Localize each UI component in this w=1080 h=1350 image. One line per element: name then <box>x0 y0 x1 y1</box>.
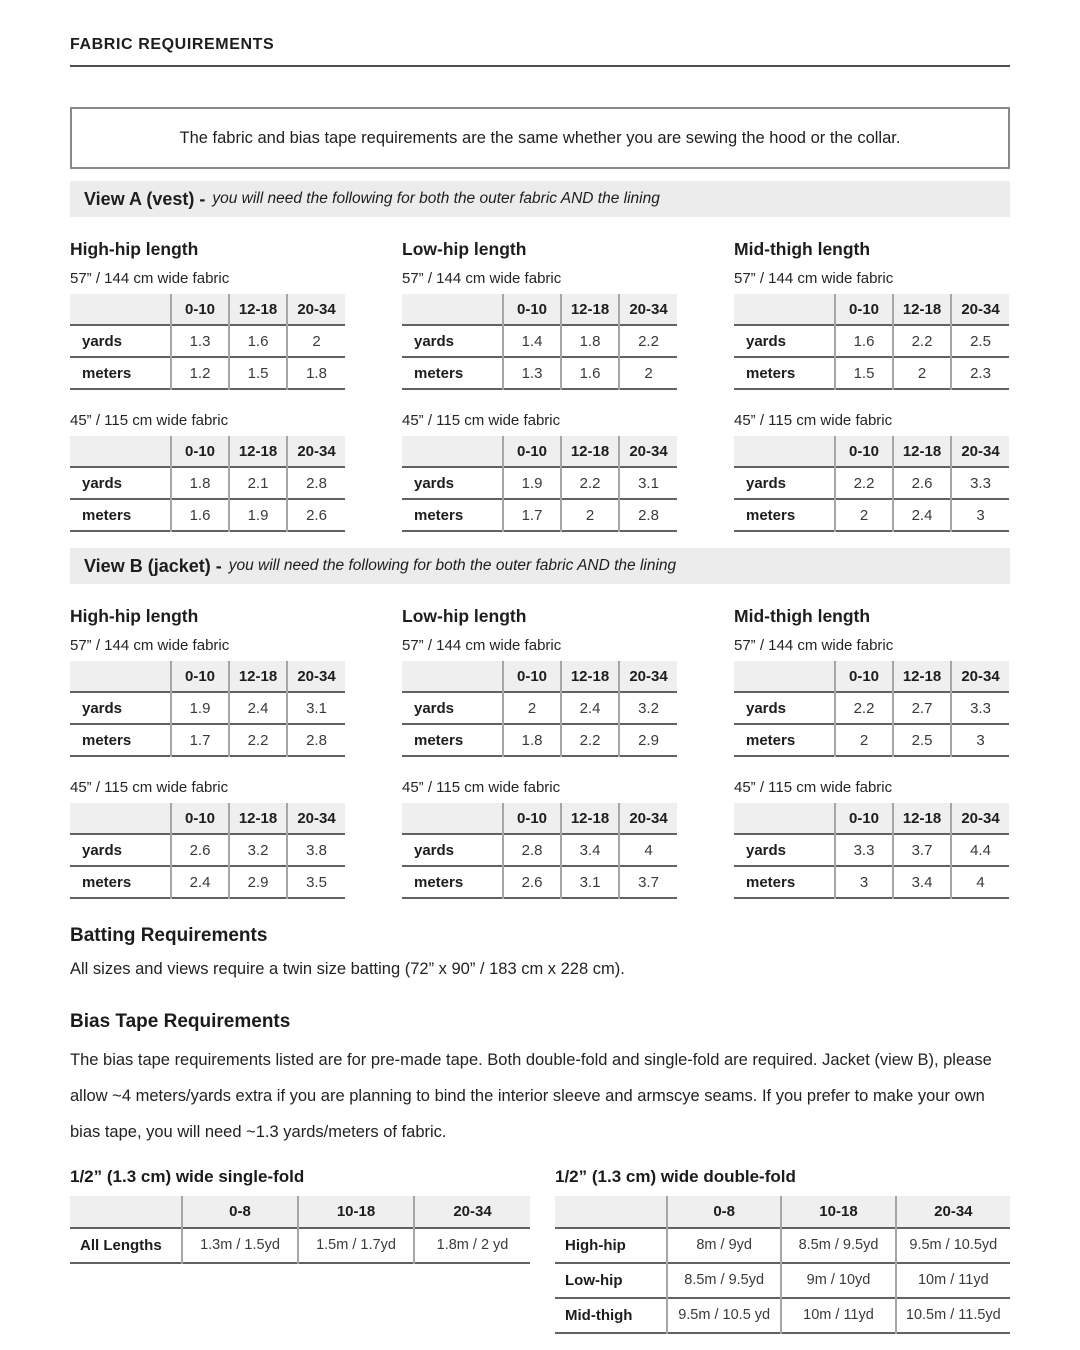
value-cell: 2.4 <box>229 692 287 724</box>
fabric-width-caption: 57” / 144 cm wide fabric <box>70 637 230 654</box>
size-col-header: 0-8 <box>667 1196 781 1228</box>
value-cell: 1.5 <box>835 357 893 389</box>
length-heading: Low-hip length <box>402 239 527 259</box>
row-label: yards <box>82 699 123 717</box>
meters-row <box>70 866 345 898</box>
fabric-table-57 <box>734 661 1009 757</box>
table-header-row <box>734 294 1009 325</box>
row-label: meters <box>746 364 796 382</box>
fabric-table-57 <box>70 294 345 390</box>
value-cell: 2.4 <box>893 499 951 531</box>
meters-row <box>734 866 1009 898</box>
row-label: yards <box>746 699 787 717</box>
yards-row <box>402 692 677 724</box>
value-cell: 1.4 <box>503 325 561 357</box>
size-col-header: 0-10 <box>503 661 561 692</box>
size-col-header: 12-18 <box>893 436 951 467</box>
fabric-width-caption: 57” / 144 cm wide fabric <box>734 637 894 654</box>
table-header-row <box>555 1196 1010 1228</box>
view-a-header-bar <box>70 181 1010 217</box>
value-cell: 1.7 <box>171 724 229 756</box>
table-row <box>555 1228 1010 1263</box>
view-b-mid-thigh-column <box>734 596 1009 899</box>
blank-header-cell <box>70 294 171 325</box>
value-cell: 1.3 <box>503 357 561 389</box>
batting-text: All sizes and views require a twin size batting (72” x 90” / 183 cm x 228 cm). <box>70 960 625 978</box>
yards-row <box>734 467 1009 499</box>
size-col-header: 12-18 <box>561 436 619 467</box>
row-label: meters <box>414 873 464 891</box>
value-cell: 2.2 <box>835 692 893 724</box>
meters-row <box>734 724 1009 756</box>
value-cell: 2 <box>619 357 677 389</box>
size-col-header: 12-18 <box>893 294 951 325</box>
size-col-header: 0-10 <box>503 436 561 467</box>
value-cell: 3.1 <box>619 467 677 499</box>
value-cell: 2 <box>561 499 619 531</box>
table-header-row <box>70 1196 530 1228</box>
size-col-header: 0-10 <box>171 436 229 467</box>
fabric-table-45 <box>734 436 1009 532</box>
value-cell: 4 <box>619 834 677 866</box>
size-col-header: 0-10 <box>503 294 561 325</box>
size-col-header: 0-10 <box>835 294 893 325</box>
blank-header-cell <box>734 294 835 325</box>
fabric-width-caption: 57” / 144 cm wide fabric <box>402 270 562 287</box>
row-label: meters <box>414 364 464 382</box>
row-label: meters <box>746 506 796 524</box>
single-fold-block <box>70 1167 530 1334</box>
size-col-header: 20-34 <box>287 436 345 467</box>
view-b-low-hip-column <box>402 596 677 899</box>
value-cell: 1.9 <box>229 499 287 531</box>
value-cell: 2.2 <box>229 724 287 756</box>
double-fold-block <box>555 1167 1010 1334</box>
size-col-header: 0-10 <box>171 294 229 325</box>
view-b-header-bar <box>70 548 1010 584</box>
value-cell: 10m / 11yd <box>781 1298 895 1333</box>
value-cell: 1.8 <box>171 467 229 499</box>
blank-header-cell <box>555 1196 667 1228</box>
value-cell: 8m / 9yd <box>667 1228 781 1263</box>
row-label: meters <box>82 873 132 891</box>
size-col-header: 20-34 <box>619 436 677 467</box>
single-fold-heading: 1/2” (1.3 cm) wide single-fold <box>70 1166 305 1186</box>
blank-header-cell <box>70 661 171 692</box>
value-cell: 2.9 <box>619 724 677 756</box>
double-fold-table <box>555 1196 1010 1334</box>
fabric-table-57 <box>734 294 1009 390</box>
size-col-header: 0-10 <box>835 661 893 692</box>
value-cell: 3.3 <box>835 834 893 866</box>
meters-row <box>70 724 345 756</box>
value-cell: 1.8m / 2 yd <box>414 1228 530 1263</box>
fabric-table-57 <box>402 294 677 390</box>
value-cell: 10m / 11yd <box>896 1263 1010 1298</box>
value-cell: 2 <box>503 692 561 724</box>
yards-row <box>70 692 345 724</box>
fabric-width-caption: 45” / 115 cm wide fabric <box>734 779 893 796</box>
size-col-header: 12-18 <box>893 661 951 692</box>
size-col-header: 20-34 <box>951 803 1009 834</box>
blank-header-cell <box>402 436 503 467</box>
fabric-width-caption: 45” / 115 cm wide fabric <box>402 412 561 429</box>
row-label: meters <box>82 506 132 524</box>
blank-header-cell <box>402 294 503 325</box>
length-heading: Low-hip length <box>402 606 527 626</box>
value-cell: 2 <box>835 724 893 756</box>
fabric-width-caption: 45” / 115 cm wide fabric <box>734 412 893 429</box>
yards-row <box>734 692 1009 724</box>
value-cell: 3.7 <box>893 834 951 866</box>
table-header-row <box>70 661 345 692</box>
fabric-table-45 <box>734 803 1009 899</box>
fabric-table-57 <box>70 661 345 757</box>
single-fold-table <box>70 1196 530 1264</box>
row-label: yards <box>746 841 787 859</box>
table-header-row <box>70 436 345 467</box>
fabric-width-caption: 45” / 115 cm wide fabric <box>70 412 229 429</box>
value-cell: 2.3 <box>951 357 1009 389</box>
size-col-header: 12-18 <box>229 803 287 834</box>
value-cell: 2.2 <box>561 724 619 756</box>
value-cell: 3.5 <box>287 866 345 898</box>
blank-header-cell <box>402 661 503 692</box>
value-cell: 9m / 10yd <box>781 1263 895 1298</box>
batting-section <box>70 925 1010 979</box>
value-cell: 3.8 <box>287 834 345 866</box>
table-row <box>555 1263 1010 1298</box>
fabric-table-45 <box>70 436 345 532</box>
fabric-width-caption: 57” / 144 cm wide fabric <box>70 270 230 287</box>
meters-row <box>402 724 677 756</box>
value-cell: 2.8 <box>619 499 677 531</box>
size-col-header: 0-10 <box>171 661 229 692</box>
value-cell: 3 <box>835 866 893 898</box>
value-cell: 2.6 <box>503 866 561 898</box>
value-cell: 10.5m / 11.5yd <box>896 1298 1010 1333</box>
value-cell: 1.9 <box>503 467 561 499</box>
row-label: meters <box>746 873 796 891</box>
meters-row <box>402 357 677 389</box>
value-cell: 3.2 <box>619 692 677 724</box>
value-cell: 3.1 <box>287 692 345 724</box>
yards-row <box>70 325 345 357</box>
yards-row <box>402 325 677 357</box>
size-col-header: 12-18 <box>229 661 287 692</box>
blank-header-cell <box>70 803 171 834</box>
table-header-row <box>70 803 345 834</box>
bias-tape-heading: Bias Tape Requirements <box>70 1011 291 1032</box>
bias-tape-text: The bias tape requirements listed are for pre-made tape. Both double-fold and single-fold are required. Jacket (view B), please allow ~4 meters/yards extra if you are planning to bind the interior sleeve and armscye seams. If you prefer to make your own bias tape, you will need ~1.3 yards/meters of fabric. <box>70 1051 992 1141</box>
fabric-width-caption: 45” / 115 cm wide fabric <box>402 779 561 796</box>
table-header-row <box>734 803 1009 834</box>
value-cell: 1.2 <box>171 357 229 389</box>
value-cell: 2.6 <box>171 834 229 866</box>
value-cell: 1.6 <box>561 357 619 389</box>
fabric-width-caption: 57” / 144 cm wide fabric <box>402 637 562 654</box>
table-header-row <box>402 436 677 467</box>
row-label: meters <box>414 731 464 749</box>
double-fold-heading: 1/2” (1.3 cm) wide double-fold <box>555 1166 796 1186</box>
value-cell: 2 <box>893 357 951 389</box>
view-a-low-hip-column <box>402 229 677 532</box>
yards-row <box>734 834 1009 866</box>
blank-header-cell <box>70 1196 182 1228</box>
value-cell: 1.3 <box>171 325 229 357</box>
size-col-header: 20-34 <box>951 294 1009 325</box>
table-header-row <box>734 436 1009 467</box>
size-col-header: 10-18 <box>298 1196 414 1228</box>
value-cell: 1.7 <box>503 499 561 531</box>
value-cell: 8.5m / 9.5yd <box>667 1263 781 1298</box>
row-label: yards <box>746 474 787 492</box>
size-col-header: 20-34 <box>619 803 677 834</box>
row-label: yards <box>82 332 123 350</box>
row-label: yards <box>746 332 787 350</box>
row-label: meters <box>746 731 796 749</box>
blank-header-cell <box>734 661 835 692</box>
meters-row <box>70 499 345 531</box>
yards-row <box>402 467 677 499</box>
value-cell: 2 <box>287 325 345 357</box>
view-a-mid-thigh-column <box>734 229 1009 532</box>
value-cell: 2.8 <box>503 834 561 866</box>
meters-row <box>70 357 345 389</box>
view-b-columns <box>70 596 1010 899</box>
size-col-header: 20-34 <box>287 294 345 325</box>
yards-row <box>70 467 345 499</box>
value-cell: 2.6 <box>287 499 345 531</box>
size-col-header: 0-10 <box>835 436 893 467</box>
size-col-header: 0-10 <box>835 803 893 834</box>
size-col-header: 10-18 <box>781 1196 895 1228</box>
fabric-width-caption: 45” / 115 cm wide fabric <box>70 779 229 796</box>
row-label: All Lengths <box>80 1236 162 1254</box>
value-cell: 2.6 <box>893 467 951 499</box>
table-header-row <box>402 661 677 692</box>
table-row <box>70 1228 530 1263</box>
value-cell: 2.2 <box>835 467 893 499</box>
yards-row <box>70 834 345 866</box>
table-row <box>555 1298 1010 1333</box>
value-cell: 9.5m / 10.5yd <box>896 1228 1010 1263</box>
value-cell: 3.1 <box>561 866 619 898</box>
view-b-title: View B (jacket) - <box>84 555 222 576</box>
table-header-row <box>402 294 677 325</box>
size-col-header: 20-34 <box>619 661 677 692</box>
view-b-high-hip-column <box>70 596 345 899</box>
row-label: yards <box>82 474 123 492</box>
row-label: yards <box>82 841 123 859</box>
value-cell: 1.6 <box>835 325 893 357</box>
size-col-header: 20-34 <box>896 1196 1010 1228</box>
title-divider <box>70 65 1010 67</box>
value-cell: 2.4 <box>561 692 619 724</box>
value-cell: 2 <box>835 499 893 531</box>
size-col-header: 12-18 <box>561 803 619 834</box>
table-header-row <box>402 803 677 834</box>
value-cell: 2.9 <box>229 866 287 898</box>
value-cell: 9.5m / 10.5 yd <box>667 1298 781 1333</box>
view-a-high-hip-column <box>70 229 345 532</box>
blank-header-cell <box>70 436 171 467</box>
blank-header-cell <box>734 436 835 467</box>
row-label: meters <box>414 506 464 524</box>
size-col-header: 12-18 <box>229 436 287 467</box>
size-col-header: 20-34 <box>951 436 1009 467</box>
row-label: yards <box>414 474 455 492</box>
value-cell: 1.3m / 1.5yd <box>182 1228 298 1263</box>
row-label: Mid-thigh <box>565 1306 633 1324</box>
view-b-note: you will need the following for both the outer fabric AND the lining <box>228 557 677 574</box>
size-col-header: 0-10 <box>503 803 561 834</box>
value-cell: 1.5m / 1.7yd <box>298 1228 414 1263</box>
meters-row <box>402 866 677 898</box>
value-cell: 8.5m / 9.5yd <box>781 1228 895 1263</box>
table-header-row <box>70 294 345 325</box>
value-cell: 3.4 <box>561 834 619 866</box>
notice-box <box>70 107 1010 169</box>
value-cell: 3.4 <box>893 866 951 898</box>
meters-row <box>402 499 677 531</box>
value-cell: 2.5 <box>893 724 951 756</box>
length-heading: High-hip length <box>70 606 199 626</box>
notice-text: The fabric and bias tape requirements are the same whether you are sewing the hood or the collar. <box>179 128 901 147</box>
length-heading: Mid-thigh length <box>734 239 871 259</box>
meters-row <box>734 357 1009 389</box>
size-col-header: 20-34 <box>287 803 345 834</box>
value-cell: 1.8 <box>561 325 619 357</box>
value-cell: 4 <box>951 866 1009 898</box>
row-label: yards <box>414 841 455 859</box>
length-heading: High-hip length <box>70 239 199 259</box>
fabric-width-caption: 57” / 144 cm wide fabric <box>734 270 894 287</box>
value-cell: 2.8 <box>287 724 345 756</box>
meters-row <box>734 499 1009 531</box>
size-col-header: 12-18 <box>561 294 619 325</box>
value-cell: 4.4 <box>951 834 1009 866</box>
size-col-header: 20-34 <box>619 294 677 325</box>
value-cell: 3.7 <box>619 866 677 898</box>
page-title: FABRIC REQUIREMENTS <box>70 36 275 53</box>
value-cell: 3 <box>951 724 1009 756</box>
value-cell: 1.6 <box>229 325 287 357</box>
value-cell: 1.5 <box>229 357 287 389</box>
fabric-table-45 <box>402 803 677 899</box>
bias-tape-tables <box>70 1167 1010 1334</box>
size-col-header: 20-34 <box>414 1196 530 1228</box>
size-col-header: 20-34 <box>951 661 1009 692</box>
view-a-note: you will need the following for both the outer fabric AND the lining <box>212 190 660 207</box>
value-cell: 3.2 <box>229 834 287 866</box>
value-cell: 2.2 <box>893 325 951 357</box>
size-col-header: 0-10 <box>171 803 229 834</box>
view-a-title: View A (vest) - <box>84 188 206 209</box>
value-cell: 1.8 <box>503 724 561 756</box>
blank-header-cell <box>402 803 503 834</box>
value-cell: 3.3 <box>951 692 1009 724</box>
value-cell: 2.1 <box>229 467 287 499</box>
value-cell: 2.5 <box>951 325 1009 357</box>
value-cell: 1.8 <box>287 357 345 389</box>
row-label: yards <box>414 332 455 350</box>
size-col-header: 12-18 <box>229 294 287 325</box>
view-a-columns <box>70 229 1010 532</box>
size-col-header: 0-8 <box>182 1196 298 1228</box>
value-cell: 3 <box>951 499 1009 531</box>
value-cell: 2.7 <box>893 692 951 724</box>
row-label: High-hip <box>565 1236 626 1254</box>
bias-tape-section <box>70 1011 1010 1151</box>
fabric-table-57 <box>402 661 677 757</box>
row-label: meters <box>82 731 132 749</box>
row-label: Low-hip <box>565 1271 623 1289</box>
fabric-table-45 <box>70 803 345 899</box>
yards-row <box>734 325 1009 357</box>
size-col-header: 12-18 <box>561 661 619 692</box>
size-col-header: 20-34 <box>287 661 345 692</box>
row-label: yards <box>414 699 455 717</box>
length-heading: Mid-thigh length <box>734 606 871 626</box>
value-cell: 2.2 <box>619 325 677 357</box>
row-label: meters <box>82 364 132 382</box>
blank-header-cell <box>734 803 835 834</box>
value-cell: 1.6 <box>171 499 229 531</box>
value-cell: 2.4 <box>171 866 229 898</box>
yards-row <box>402 834 677 866</box>
value-cell: 2.2 <box>561 467 619 499</box>
value-cell: 3.3 <box>951 467 1009 499</box>
value-cell: 1.9 <box>171 692 229 724</box>
batting-heading: Batting Requirements <box>70 925 268 946</box>
fabric-table-45 <box>402 436 677 532</box>
size-col-header: 12-18 <box>893 803 951 834</box>
value-cell: 2.8 <box>287 467 345 499</box>
table-header-row <box>734 661 1009 692</box>
